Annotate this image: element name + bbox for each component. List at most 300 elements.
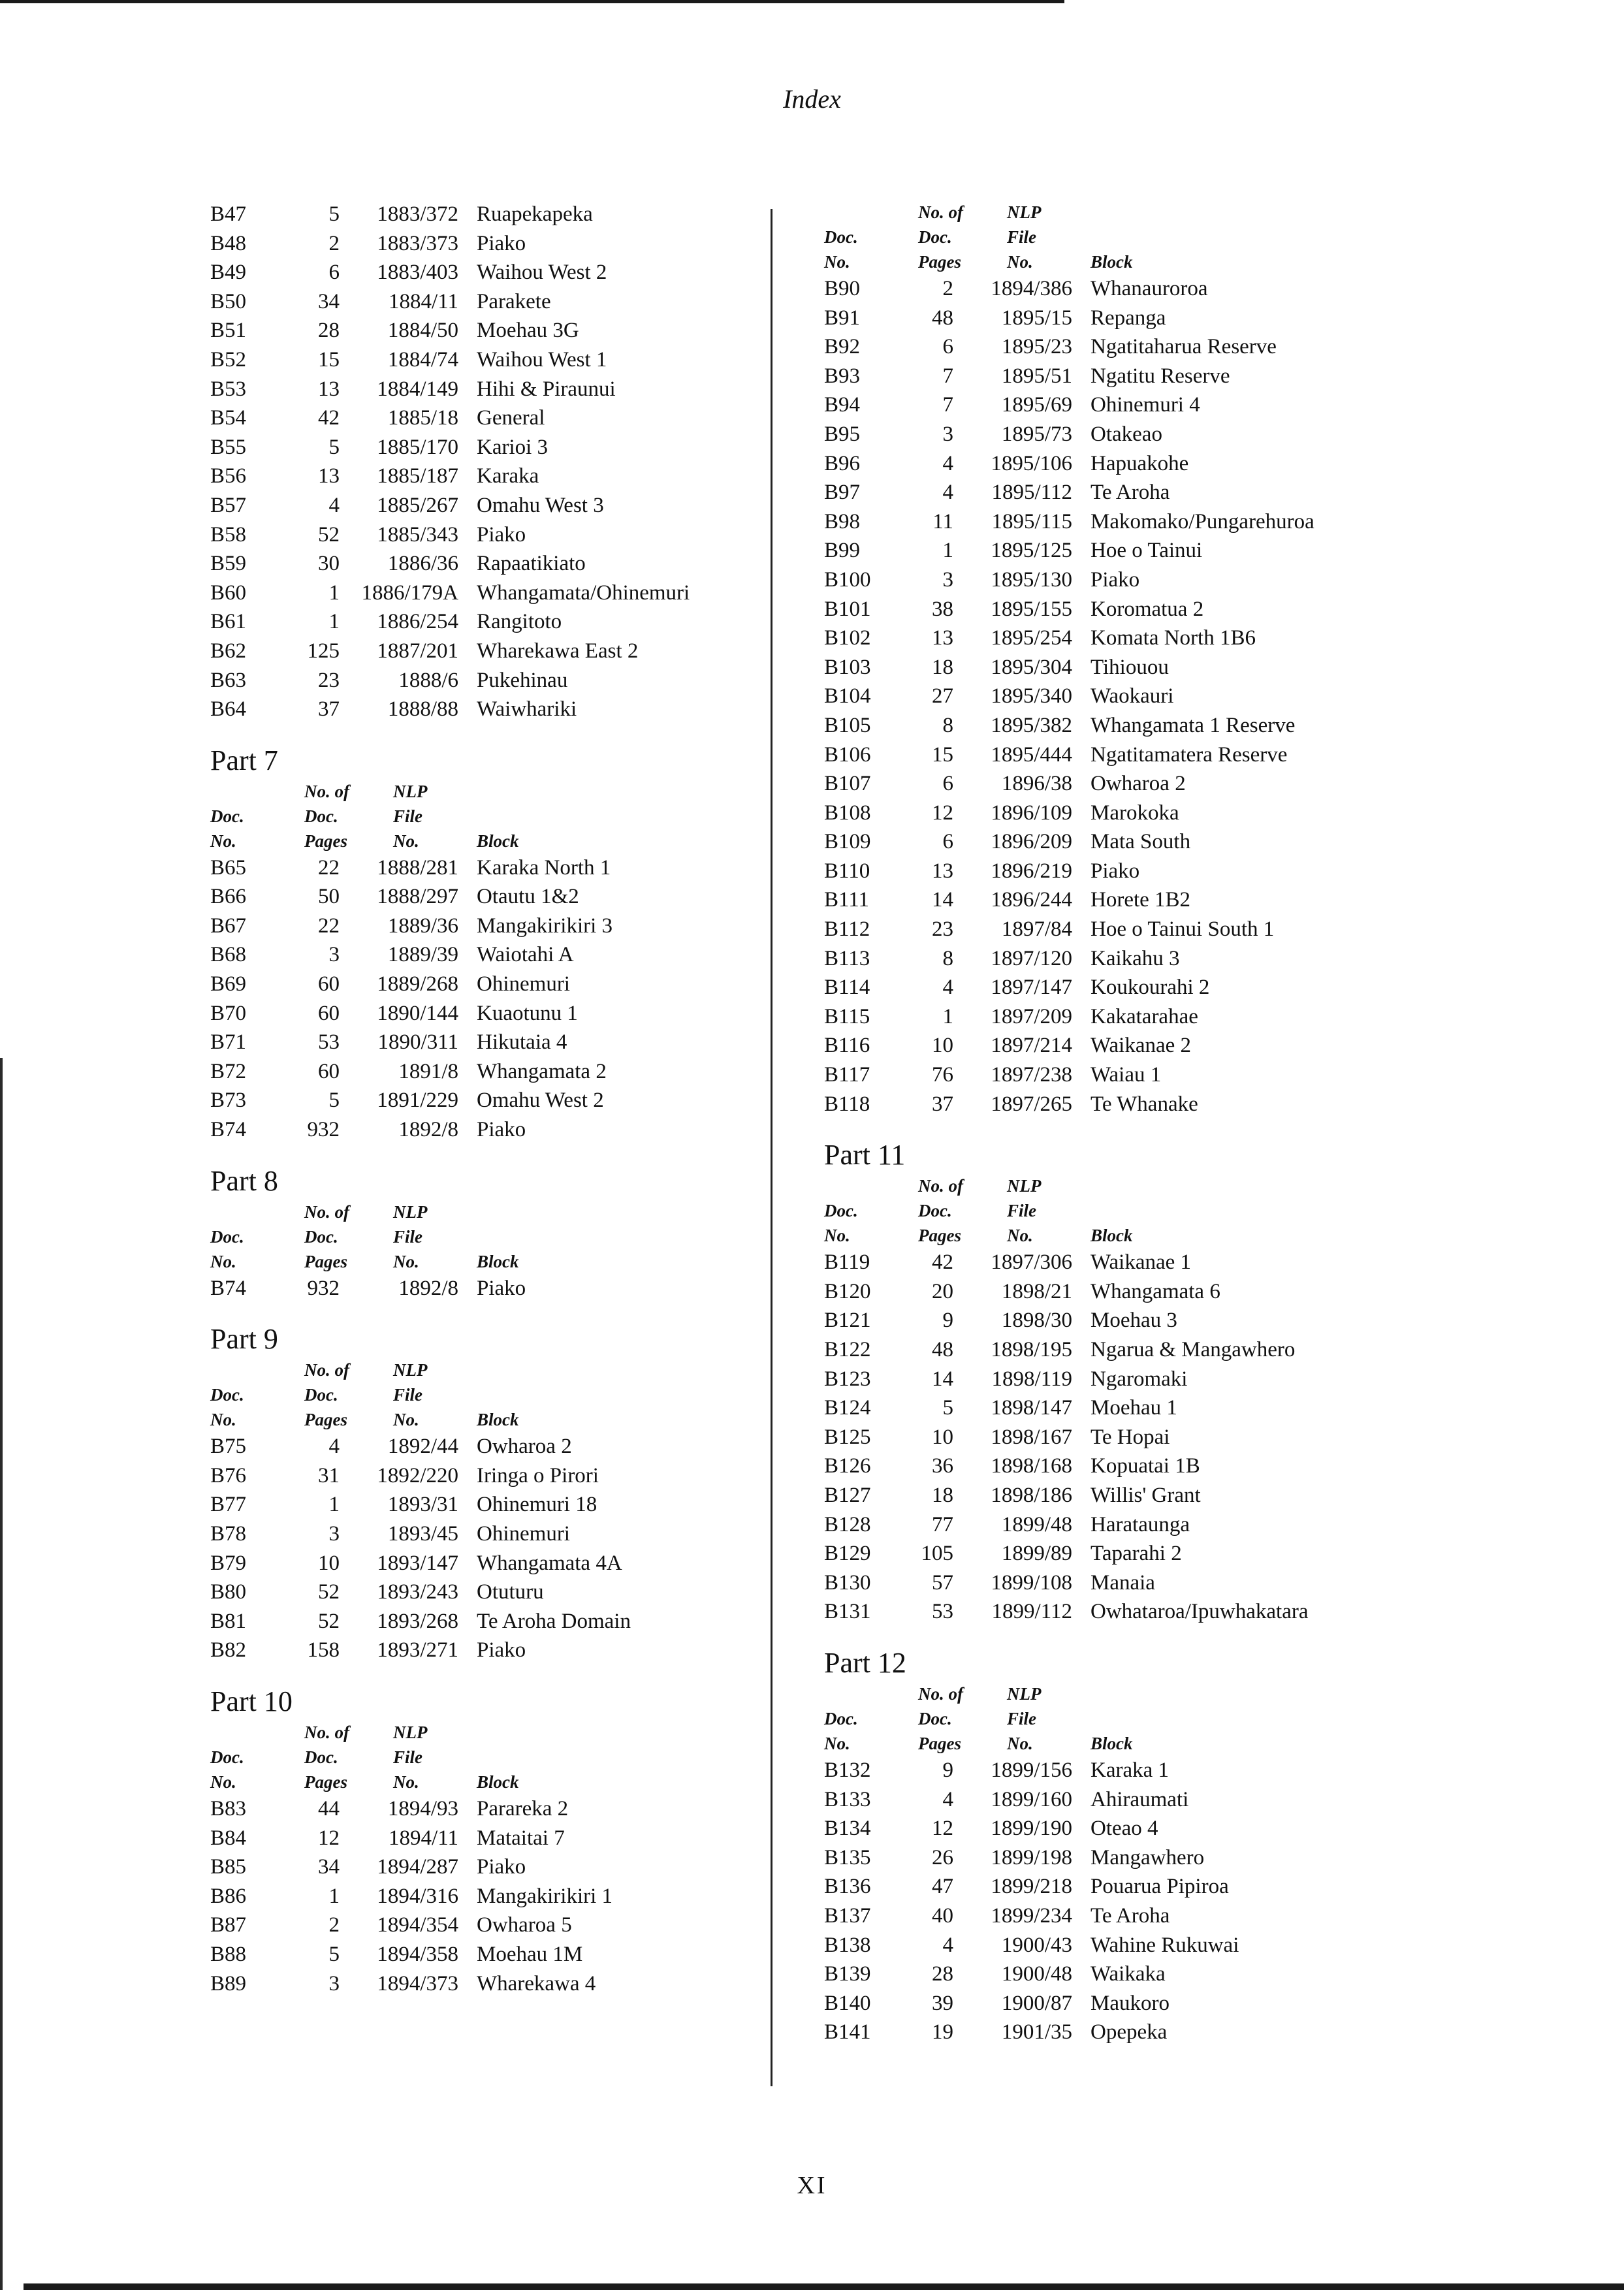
doc-header-line: Doc. [824, 1708, 858, 1728]
index-row [210, 375, 876, 404]
block-header: Block [477, 831, 519, 851]
nlp-file-number: 1894/11 [389, 1826, 458, 1850]
page-count: 7 [942, 393, 953, 417]
block-name: Piako [1091, 859, 1140, 883]
index-row [210, 1882, 876, 1911]
page-count: 3 [942, 422, 953, 446]
file-header-line: NLP [1007, 202, 1042, 222]
block-name: Taparahi 2 [1091, 1542, 1182, 1566]
nlp-file-number: 1897/306 [991, 1250, 1072, 1275]
index-row [210, 287, 876, 317]
nlp-file-number: 1895/254 [991, 626, 1072, 650]
pages-header-line [304, 754, 357, 779]
file-header-line [1007, 175, 1059, 200]
index-row [824, 1597, 1490, 1627]
index-row [824, 390, 1490, 420]
doc-number: B62 [210, 639, 247, 663]
doc-header [210, 1695, 263, 1794]
index-row [824, 478, 1490, 507]
pages-header [918, 1657, 970, 1756]
index-row [824, 565, 1490, 595]
block-name: Opepeka [1091, 2020, 1168, 2044]
doc-header-line [210, 1720, 263, 1745]
block-name: Hikutaia 4 [477, 1030, 567, 1055]
index-row [824, 1277, 1490, 1307]
block-name: Oteao 4 [1091, 1817, 1158, 1841]
block-header: Block [477, 1410, 519, 1430]
pages-header-line: Doc. [304, 806, 338, 826]
page-count: 2 [942, 277, 953, 300]
doc-number: B127 [824, 1483, 871, 1507]
block-name: Ahiraumati [1091, 1787, 1189, 1811]
pages-header-line: Doc. [918, 1201, 952, 1221]
nlp-file-number: 1886/179A [361, 580, 458, 605]
index-row [824, 507, 1490, 537]
block-name: Ruapekapeka [477, 202, 593, 226]
nlp-file-number: 1884/74 [387, 347, 458, 372]
index-row [210, 912, 876, 941]
nlp-file-number: 1894/287 [377, 1855, 458, 1879]
nlp-file-number: 1892/220 [377, 1463, 458, 1487]
index-row [210, 607, 876, 637]
nlp-file-number: 1893/31 [387, 1493, 458, 1517]
block-name: General [477, 406, 545, 430]
block-name: Waiotahi A [477, 943, 574, 967]
index-row [824, 944, 1490, 974]
part-heading: Part 12 [824, 1646, 906, 1679]
doc-number: B118 [824, 1092, 870, 1116]
nlp-file-number: 1893/271 [377, 1638, 458, 1662]
file-header-line [393, 1175, 445, 1200]
index-row [210, 462, 876, 491]
index-row [824, 536, 1490, 565]
nlp-file-number: 1888/281 [377, 855, 458, 880]
page-count: 5 [942, 1396, 953, 1420]
page-count: 34 [318, 289, 340, 313]
nlp-file-number: 1895/106 [991, 451, 1072, 475]
doc-number: B108 [824, 801, 871, 825]
block-name: Mataitai 7 [477, 1826, 565, 1850]
index-row [824, 653, 1490, 682]
doc-number: B141 [824, 2020, 871, 2044]
block-name: Piako [477, 231, 526, 255]
nlp-file-number: 1895/155 [991, 597, 1072, 621]
index-row [824, 362, 1490, 391]
page-count: 13 [318, 377, 340, 401]
block-name: Ohinemuri 4 [1091, 393, 1200, 417]
nlp-file-number: 1890/311 [377, 1030, 458, 1055]
pages-header [918, 1149, 970, 1248]
page-count: 8 [942, 946, 953, 970]
column-header [824, 200, 1490, 274]
file-header-line: NLP [393, 1201, 428, 1222]
page-count: 1 [328, 1884, 340, 1908]
doc-header-line [210, 1175, 263, 1200]
page-count: 3 [328, 943, 340, 967]
block-name: Moehau 3 [1091, 1309, 1177, 1333]
block-header: Block [1091, 252, 1133, 272]
doc-number: B95 [824, 422, 861, 446]
block-name: Kaikahu 3 [1091, 946, 1180, 970]
doc-header-line: No. [210, 831, 236, 851]
index-row [824, 1989, 1490, 2018]
file-header-line: NLP [393, 1722, 428, 1742]
nlp-file-number: 1897/265 [991, 1092, 1072, 1116]
doc-number: B91 [824, 306, 861, 330]
page-count: 42 [932, 1250, 953, 1275]
block-name: Waikanae 1 [1091, 1250, 1192, 1275]
index-row [824, 1510, 1490, 1540]
doc-number: B57 [210, 493, 247, 517]
page-count: 15 [932, 742, 953, 767]
index-row [210, 1461, 876, 1491]
pages-header-line: Pages [918, 1733, 961, 1753]
left-column [210, 200, 876, 1998]
index-row [824, 1931, 1490, 1960]
nlp-file-number: 1900/48 [1001, 1962, 1072, 1986]
index-row [210, 316, 876, 345]
doc-number: B52 [210, 347, 247, 372]
page-count: 22 [318, 855, 340, 880]
page-count: 50 [318, 885, 340, 909]
doc-number: B132 [824, 1758, 871, 1782]
pages-header-line: Doc. [918, 1708, 952, 1728]
doc-number: B74 [210, 1276, 247, 1300]
index-row [824, 973, 1490, 1002]
doc-number: B140 [824, 1991, 871, 2015]
doc-header-line: No. [824, 1226, 850, 1246]
nlp-file-number: 1884/149 [377, 377, 458, 401]
nlp-file-number: 1894/358 [377, 1942, 458, 1966]
index-row [210, 1607, 876, 1636]
block-name: Whanauroroa [1091, 277, 1208, 300]
doc-number: B138 [824, 1933, 871, 1957]
block-name: Hihi & Piraunui [477, 377, 616, 401]
file-header-line: NLP [393, 781, 428, 801]
file-header [393, 1175, 445, 1274]
doc-number: B107 [824, 772, 871, 796]
nlp-file-number: 1899/160 [991, 1787, 1072, 1811]
page-count: 13 [932, 859, 953, 883]
nlp-file-number: 1898/30 [1001, 1309, 1072, 1333]
block-header: Block [477, 1772, 519, 1792]
nlp-file-number: 1895/125 [991, 539, 1072, 563]
file-header-line: File [393, 806, 422, 826]
file-header-line: NLP [393, 1360, 428, 1380]
block-name: Kopuatai 1B [1091, 1454, 1200, 1478]
pages-header-line: Pages [304, 1772, 347, 1792]
nlp-file-number: 1894/316 [377, 1884, 458, 1908]
index-row [210, 1274, 876, 1303]
block-name: Rangitoto [477, 610, 562, 634]
index-row [824, 1090, 1490, 1119]
doc-number: B73 [210, 1089, 247, 1113]
doc-number: B88 [210, 1942, 247, 1966]
doc-number: B129 [824, 1542, 871, 1566]
doc-header-line [210, 1358, 263, 1382]
block-name: Iringa o Pirori [477, 1463, 599, 1487]
page-count: 26 [932, 1845, 953, 1869]
index-row [824, 1872, 1490, 1901]
block-name: Piako [477, 1276, 526, 1300]
doc-number: B59 [210, 552, 247, 576]
file-header-line: No. [393, 1410, 419, 1430]
pages-header-line: Doc. [304, 1385, 338, 1405]
doc-number: B55 [210, 435, 247, 459]
page-count: 5 [328, 435, 340, 459]
page-count: 52 [318, 1580, 340, 1604]
doc-number: B112 [824, 917, 870, 942]
page-count: 60 [318, 1059, 340, 1083]
index-row [824, 799, 1490, 828]
index-row [824, 1539, 1490, 1568]
nlp-file-number: 1895/382 [991, 713, 1072, 737]
nlp-file-number: 1899/156 [991, 1758, 1072, 1782]
block-name: Otakeao [1091, 422, 1162, 446]
index-row [210, 1853, 876, 1882]
block-name: Kuaotunu 1 [477, 1001, 578, 1025]
file-header-line: File [1007, 1201, 1036, 1221]
block-name: Karaka North 1 [477, 855, 611, 880]
block-name: Owharoa 2 [477, 1435, 572, 1459]
file-header [1007, 1149, 1059, 1248]
nlp-file-number: 1894/373 [377, 1971, 458, 1996]
nlp-file-number: 1899/89 [1001, 1542, 1072, 1566]
pages-header-line [304, 1175, 357, 1200]
doc-number: B103 [824, 655, 871, 679]
block-name: Parareka 2 [477, 1796, 569, 1821]
file-header-line: No. [1007, 1733, 1033, 1753]
page-count: 37 [318, 697, 340, 722]
doc-header-line [210, 1333, 263, 1358]
nlp-file-number: 1895/340 [991, 684, 1072, 708]
pages-header-line: Pages [304, 1410, 347, 1430]
index-row [210, 1432, 876, 1461]
pages-header-line [304, 1333, 357, 1358]
block-name: Piako [477, 1855, 526, 1879]
pages-header-line: No. of [304, 1722, 349, 1742]
block-name: Piako [477, 522, 526, 547]
index-row [210, 229, 876, 259]
index-row [210, 1519, 876, 1549]
block-name: Te Aroha Domain [477, 1609, 631, 1633]
part-heading: Part 11 [824, 1139, 906, 1171]
pages-header [918, 175, 970, 274]
file-header-line: File [393, 1385, 422, 1405]
nlp-file-number: 1895/15 [1001, 306, 1072, 330]
page-count: 1 [942, 1004, 953, 1028]
index-row [824, 1452, 1490, 1481]
doc-number: B139 [824, 1962, 871, 1986]
block-name: Moehau 1M [477, 1942, 583, 1966]
index-row [824, 682, 1490, 711]
page-count: 4 [942, 451, 953, 475]
doc-header [824, 1149, 876, 1248]
nlp-file-number: 1891/8 [398, 1059, 458, 1083]
index-row [210, 200, 876, 229]
nlp-file-number: 1895/444 [991, 742, 1072, 767]
block-name: Hoe o Tainui [1091, 539, 1203, 563]
index-row [824, 1843, 1490, 1873]
block-name: Waihou West 1 [477, 347, 607, 372]
page-count: 9 [942, 1758, 953, 1782]
index-row [210, 491, 876, 520]
file-header-line: File [1007, 1708, 1036, 1728]
nlp-file-number: 1894/354 [377, 1913, 458, 1937]
block-name: Owhataroa/Ipuwhakatara [1091, 1600, 1309, 1624]
nlp-file-number: 1886/254 [377, 610, 458, 634]
nlp-file-number: 1895/51 [1001, 364, 1072, 388]
block-name: Makomako/Pungarehuroa [1091, 509, 1314, 533]
index-row [824, 1481, 1490, 1510]
doc-header-line [210, 754, 263, 779]
index-row [824, 1901, 1490, 1931]
page-count: 44 [318, 1796, 340, 1821]
block-name: Waikaka [1091, 1962, 1166, 1986]
doc-header-line: No. [210, 1251, 236, 1271]
doc-number: B48 [210, 231, 247, 255]
nlp-file-number: 1898/21 [1001, 1279, 1072, 1303]
page-count: 14 [932, 1367, 953, 1391]
block-name: Whangamata 6 [1091, 1279, 1220, 1303]
nlp-file-number: 1899/234 [991, 1903, 1072, 1928]
doc-header-line [824, 175, 876, 200]
part-heading: Part 8 [210, 1164, 278, 1197]
page-count: 36 [932, 1454, 953, 1478]
block-name: Wharekawa 4 [477, 1971, 596, 1996]
index-row [210, 1940, 876, 1969]
page-count: 158 [307, 1638, 340, 1662]
doc-header-line [210, 1200, 263, 1224]
page-count: 125 [307, 639, 340, 663]
nlp-file-number: 1885/343 [377, 522, 458, 547]
index-row [824, 624, 1490, 653]
column-header [210, 1358, 876, 1432]
page-count: 6 [328, 261, 340, 285]
doc-number: B135 [824, 1845, 871, 1869]
nlp-file-number: 1895/73 [1001, 422, 1072, 446]
block-name: Te Aroha [1091, 1903, 1170, 1928]
page-count: 3 [328, 1971, 340, 1996]
doc-number: B98 [824, 509, 861, 533]
block-name: Waiau 1 [1091, 1063, 1162, 1087]
doc-number: B126 [824, 1454, 871, 1478]
file-header-line: No. [393, 1772, 419, 1792]
page-count: 34 [318, 1855, 340, 1879]
doc-number: B82 [210, 1638, 247, 1662]
nlp-file-number: 1893/268 [377, 1609, 458, 1633]
doc-number: B89 [210, 1971, 247, 1996]
index-row [824, 1785, 1490, 1815]
nlp-file-number: 1896/219 [991, 859, 1072, 883]
column-header [210, 1720, 876, 1794]
block-name: Te Aroha [1091, 481, 1170, 505]
index-row [824, 1335, 1490, 1365]
nlp-file-number: 1888/88 [387, 697, 458, 722]
block-name: Ngarua & Mangawhero [1091, 1338, 1296, 1361]
block-name: Ngaromaki [1091, 1367, 1188, 1391]
doc-number: B119 [824, 1250, 870, 1275]
doc-number: B111 [824, 888, 870, 912]
page-count: 12 [932, 801, 953, 825]
page-count: 2 [328, 1913, 340, 1937]
doc-header-line: Doc. [210, 1226, 244, 1247]
doc-number: B61 [210, 610, 247, 634]
index-row [210, 1824, 876, 1853]
doc-number: B123 [824, 1367, 871, 1391]
page-count: 27 [932, 684, 953, 708]
index-row [210, 637, 876, 666]
index-row [824, 1306, 1490, 1335]
page-count: 40 [932, 1903, 953, 1928]
doc-header-line [824, 1681, 876, 1706]
page-count: 18 [932, 655, 953, 679]
index-row [824, 1365, 1490, 1394]
column-header [210, 779, 876, 853]
page-count: 932 [307, 1276, 340, 1300]
doc-header-line: Doc. [210, 806, 244, 826]
block-name: Owharoa 5 [477, 1913, 572, 1937]
doc-number: B51 [210, 319, 247, 343]
nlp-file-number: 1883/372 [377, 202, 458, 226]
index-row [210, 345, 876, 375]
nlp-file-number: 1892/8 [398, 1276, 458, 1300]
right-column [824, 200, 1490, 2047]
block-name: Karaka 1 [1091, 1758, 1170, 1782]
page-count: 2 [328, 231, 340, 255]
page-count: 4 [942, 976, 953, 1000]
nlp-file-number: 1899/218 [991, 1875, 1072, 1899]
nlp-file-number: 1896/209 [991, 830, 1072, 854]
file-header [393, 1695, 445, 1794]
doc-header-line [210, 1695, 263, 1720]
block-name: Marokoka [1091, 801, 1179, 825]
index-row [210, 404, 876, 433]
index-row [210, 853, 876, 883]
page-count: 10 [932, 1425, 953, 1449]
index-row [210, 970, 876, 999]
nlp-file-number: 1898/147 [991, 1396, 1072, 1420]
page-count: 28 [932, 1962, 953, 1986]
block-name: Owharoa 2 [1091, 772, 1186, 796]
nlp-file-number: 1898/186 [991, 1483, 1072, 1507]
doc-number: B137 [824, 1903, 871, 1928]
nlp-file-number: 1895/304 [991, 655, 1072, 679]
nlp-file-number: 1898/119 [991, 1367, 1072, 1391]
block-name: Mangakirikiri 3 [477, 914, 613, 938]
index-row [210, 666, 876, 695]
page-count: 8 [942, 713, 953, 737]
doc-header-line: No. [824, 252, 850, 272]
page-count: 39 [932, 1991, 953, 2015]
nlp-file-number: 1898/167 [991, 1425, 1072, 1449]
page-count: 48 [932, 1338, 953, 1361]
doc-number: B92 [824, 335, 861, 359]
doc-number: B102 [824, 626, 871, 650]
page-count: 4 [942, 1787, 953, 1811]
block-name: Piako [477, 1118, 526, 1142]
nlp-file-number: 1899/190 [991, 1817, 1072, 1841]
page-count: 6 [942, 335, 953, 359]
top-scan-edge [0, 0, 1064, 3]
block-name: Mangawhero [1091, 1845, 1205, 1869]
file-header [393, 754, 445, 853]
block-name: Ohinemuri [477, 1522, 570, 1546]
page-count: 38 [932, 597, 953, 621]
page-count: 12 [932, 1817, 953, 1841]
pages-header-line [304, 1695, 357, 1720]
page-count: 4 [328, 493, 340, 517]
